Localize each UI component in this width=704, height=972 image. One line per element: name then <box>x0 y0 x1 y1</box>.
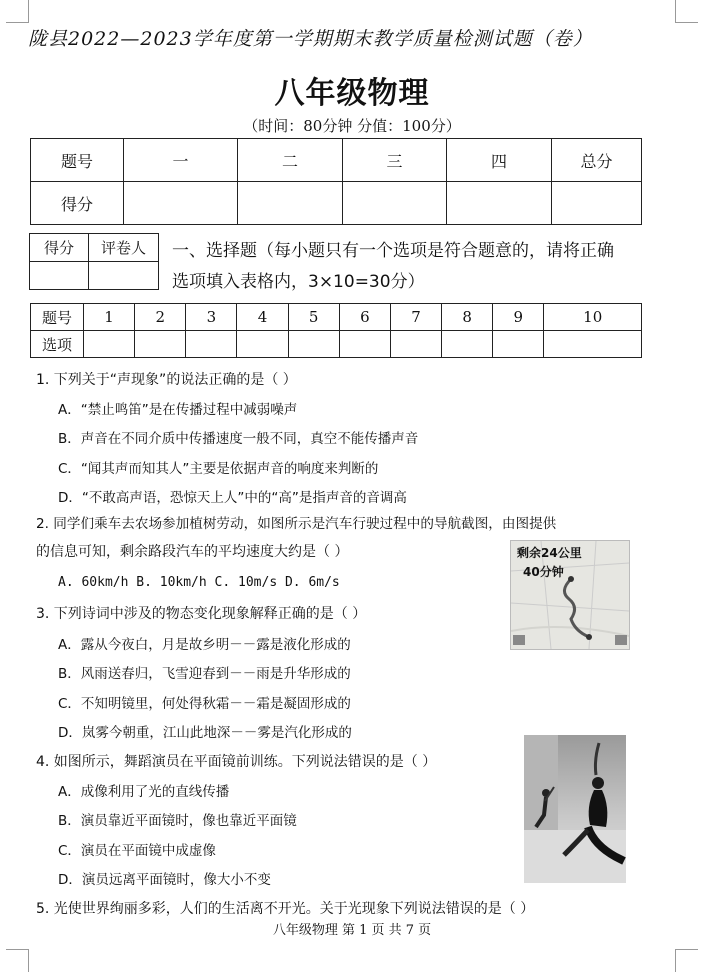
answer-number: 7 <box>390 304 441 331</box>
score-table-cell: 一 <box>124 139 238 182</box>
question-2-options: A. 60km/h B. 10km/h C. 10m/s D. 6m/s <box>58 575 340 590</box>
section-title-line: 选项填入表格内，3×10=30分） <box>172 272 425 292</box>
score-table-header-row <box>31 139 642 182</box>
score-table-cell: 四 <box>447 139 552 182</box>
score-table-cell: 三 <box>343 139 447 182</box>
answer-table <box>30 303 642 358</box>
question-4-stem: 4. 如图所示，舞蹈演员在平面镜前训练。下列说法错误的是（ ） <box>36 754 437 770</box>
map-time-label: 40分钟 <box>523 565 564 579</box>
answer-number: 5 <box>288 304 339 331</box>
answer-choice-cell[interactable] <box>442 331 493 358</box>
question-4-option-d: D．演员远离平面镜时，像大小不变 <box>58 872 271 888</box>
answer-choice-cell[interactable] <box>186 331 237 358</box>
answer-choice-cell[interactable] <box>544 331 642 358</box>
score-table-cell: 题号 <box>31 139 124 182</box>
answer-choice-cell[interactable] <box>390 331 441 358</box>
exam-time-score: （时间：80分钟 分值：100分） <box>243 117 461 135</box>
question-1-option-d: D．“不敢高声语，恐惊天上人”中的“高”是指声音的音调高 <box>58 490 407 506</box>
score-table-cell: 二 <box>238 139 343 182</box>
answer-number: 1 <box>84 304 135 331</box>
score-input-cell[interactable] <box>124 182 238 225</box>
question-3-option-a: A．露从今夜白，月是故乡明－－露是液化形成的 <box>58 637 351 653</box>
score-input-cell[interactable] <box>343 182 447 225</box>
question-4-option-b: B．演员靠近平面镜时，像也靠近平面镜 <box>58 813 297 829</box>
question-4-option-c: C．演员在平面镜中成虚像 <box>58 843 216 859</box>
section-title-line: 一、选择题（每小题只有一个选项是符合题意的，请将正确 <box>172 241 614 261</box>
question-1-stem: 1. 下列关于“声现象”的说法正确的是（ ） <box>36 372 297 388</box>
grader-score-cell[interactable] <box>30 262 89 290</box>
answer-choice-cell[interactable] <box>84 331 135 358</box>
answer-choice-cell[interactable] <box>288 331 339 358</box>
score-table-cell: 总分 <box>552 139 642 182</box>
answer-choice-cell[interactable] <box>493 331 544 358</box>
score-input-cell[interactable] <box>447 182 552 225</box>
grader-score-label: 得分 <box>30 234 89 262</box>
answer-number: 10 <box>544 304 642 331</box>
answer-row-label: 题号 <box>31 304 84 331</box>
crop-mark <box>675 0 698 23</box>
answer-choice-cell[interactable] <box>339 331 390 358</box>
score-table <box>30 138 642 225</box>
answer-number: 2 <box>135 304 186 331</box>
answer-number: 3 <box>186 304 237 331</box>
score-row-label: 得分 <box>31 182 124 225</box>
answer-number: 6 <box>339 304 390 331</box>
dancer-photo <box>524 735 626 883</box>
map-distance-label: 剩余24公里 <box>517 546 582 560</box>
crop-mark <box>6 0 29 23</box>
crop-mark <box>6 949 29 972</box>
grader-name-label: 评卷人 <box>89 234 159 262</box>
score-table-score-row <box>31 182 642 225</box>
score-input-cell[interactable] <box>552 182 642 225</box>
navigation-map-image <box>510 540 630 650</box>
page-title: 八年级物理 <box>274 76 430 111</box>
answer-choice-cell[interactable] <box>135 331 186 358</box>
question-1-option-a: A．“禁止鸣笛”是在传播过程中减弱噪声 <box>58 402 298 418</box>
question-3-option-c: C．不知明镜里，何处得秋霜－－霜是凝固形成的 <box>58 696 351 712</box>
question-4-option-a: A．成像利用了光的直线传播 <box>58 784 230 800</box>
crop-mark <box>675 949 698 972</box>
answer-choice-cell[interactable] <box>237 331 288 358</box>
question-5-stem: 5. 光使世界绚丽多彩，人们的生活离不开光。关于光现象下列说法错误的是（ ） <box>36 901 535 917</box>
exam-header: 陇县2022—2023学年度第一学期期末教学质量检测试题（卷） <box>28 28 593 50</box>
question-3-option-b: B．风雨送春归，飞雪迎春到－－雨是升华形成的 <box>58 666 351 682</box>
answer-row-label: 选项 <box>31 331 84 358</box>
section-title <box>172 236 642 298</box>
answer-number: 4 <box>237 304 288 331</box>
dancer-photo-graphic <box>524 735 626 883</box>
question-2-stem-line1: 2. 同学们乘车去农场参加植树劳动，如图所示是汽车行驶过程中的导航截图，由图提供 <box>36 516 557 532</box>
answer-number: 9 <box>493 304 544 331</box>
answer-table-number-row <box>31 304 642 331</box>
page-footer: 八年级物理 第 1 页 共 7 页 <box>272 923 432 938</box>
question-1-option-b: B．声音在不同介质中传播速度一般不同，真空不能传播声音 <box>58 431 419 447</box>
answer-table-choice-row <box>31 331 642 358</box>
question-3-option-d: D．岚雾今朝重，江山此地深－－雾是汽化形成的 <box>58 725 352 741</box>
question-3-stem: 3. 下列诗词中涉及的物态变化现象解释正确的是（ ） <box>36 606 367 622</box>
score-input-cell[interactable] <box>238 182 343 225</box>
question-1-option-c: C．“闻其声而知其人”主要是依据声音的响度来判断的 <box>58 461 379 477</box>
question-2-stem-line2: 的信息可知，剩余路段汽车的平均速度大约是（ ） <box>36 544 349 560</box>
grader-table <box>29 233 159 290</box>
grader-name-cell[interactable] <box>89 262 159 290</box>
answer-number: 8 <box>442 304 493 331</box>
